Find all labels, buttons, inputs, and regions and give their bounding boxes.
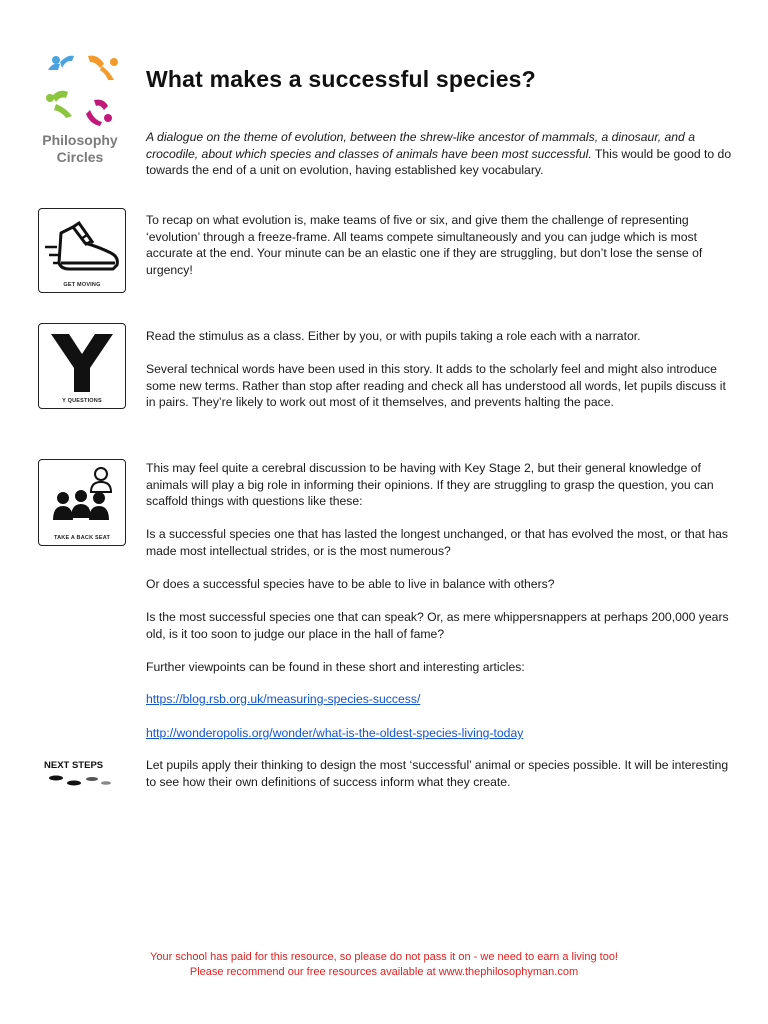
page-title: What makes a successful species? [146, 66, 536, 92]
back-seat-para-4: Is the most successful species one that can speak? Or, as mere whippersnappers at perhaps 200,000 years old, is it too soon to judge our place in the hall of fame? [146, 610, 729, 641]
next-steps-label: NEXT STEPS [44, 760, 104, 771]
y-questions-badge [38, 323, 126, 409]
circle-of-figures-icon [38, 48, 122, 128]
back-seat-caption: TAKE A BACK SEAT [53, 535, 111, 541]
y-questions-para-2: Several technical words have been used in this story. It adds to the scholarly feel and might also introduce some new terms. Rather than stop after reading and check all has understood all words, let pupils discuss it in pairs. They’re likely to work out most of it themselves, and prevents halting the pace. [146, 362, 726, 410]
back-seat-para-5: Further viewpoints can be found in these short and interesting articles: [146, 660, 525, 674]
intro-rest-text: This would be good to do towards the end of a unit on evolution, having established key vocabulary. [146, 146, 732, 178]
article-link-1[interactable]: https://blog.rsb.org.uk/measuring-species-success/ [146, 692, 421, 706]
y-questions-caption: Y QUESTIONS [62, 398, 102, 404]
back-seat-para-1: This may feel quite a cerebral discussion to be having with Key Stage 2, but their general knowledge of animals will play a big role in informing their opinions. If they are struggling to grasp the question, you can scaffold things with questions like these: [146, 461, 714, 509]
logo-line-1: Philosophy [42, 132, 118, 148]
logo-text [38, 132, 122, 166]
get-moving-text: To recap on what evolution is, make teams of five or six, and give them the challenge of representing ‘evolution’ through a freeze-frame. All teams compete simultaneously and you can judge which is most accurate at the end. Your minute can be an elastic one if they are struggling, but don’t lose the sense of urgency! [146, 213, 703, 277]
y-questions-para-1: Read the stimulus as a class. Either by you, or with pupils taking a role each with a narrator. [146, 329, 641, 343]
back-seat-badge [38, 459, 126, 546]
article-link-2-row [146, 725, 736, 742]
footer-notice [0, 950, 768, 980]
logo-line-2: Circles [56, 149, 104, 165]
footer-line-1: Your school has paid for this resource, so please do not pass it on - we need to earn a living too! [150, 951, 618, 963]
footer-line-2: Please recommend our free resources available at www.thephilosophyman.com [189, 966, 579, 978]
audience-group-icon [39, 462, 125, 534]
article-link-2[interactable]: http://wonderopolis.org/wonder/what-is-the-oldest-species-living-today [146, 726, 524, 740]
back-seat-para-3: Or does a successful species have to be able to live in balance with others? [146, 577, 555, 591]
next-steps-text: Let pupils apply their thinking to design the most ‘successful’ animal or species possible. It will be interesting to see how their own definitions of success inform what they create. [146, 758, 729, 789]
next-steps-badge [38, 758, 118, 792]
get-moving-badge [38, 208, 126, 293]
intro-paragraph [146, 129, 736, 179]
footsteps-icon [46, 774, 116, 788]
philosophy-circles-logo [38, 48, 128, 176]
y-letter-icon [39, 326, 125, 396]
intro-italic-text: A dialogue on the theme of evolution, between the shrew-like ancestor of mammals, a dinosaur, and a crocodile, about which species and classes of animals have been most successful. [146, 130, 695, 161]
back-seat-para-2: Is a successful species one that has lasted the longest unchanged, or that has evolved the most, or that has made most intellectual strides, or is the most numerous? [146, 527, 728, 558]
article-link-1-row [146, 691, 736, 708]
get-moving-caption: GET MOVING [63, 282, 101, 288]
running-shoe-icon [39, 213, 125, 281]
